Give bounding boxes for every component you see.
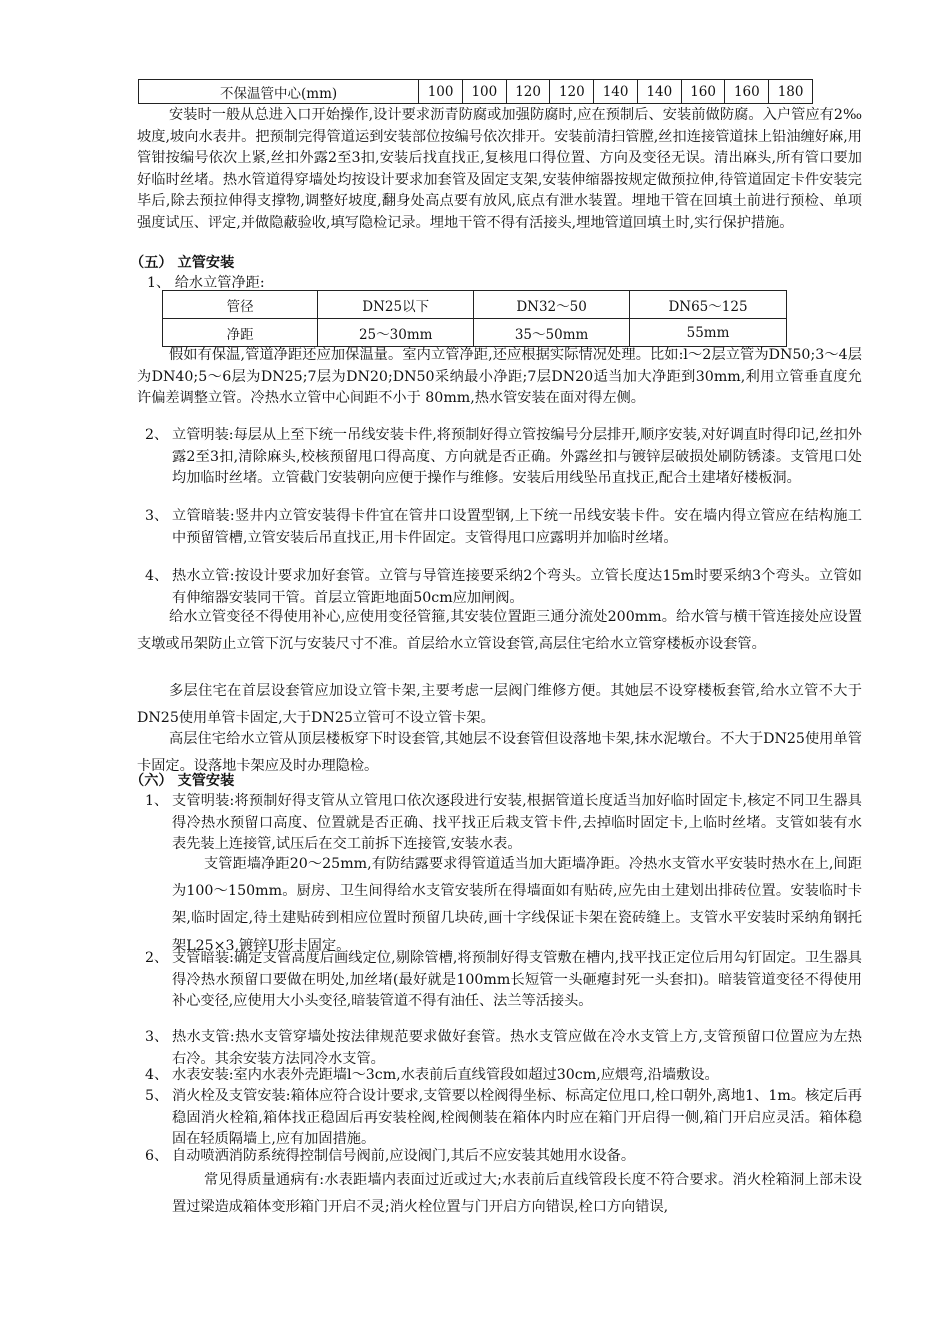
table-cell: 100 bbox=[462, 80, 506, 104]
list-item-number: 1、 bbox=[145, 793, 169, 809]
list-item-number: 6、 bbox=[145, 1148, 169, 1164]
table-header-cell: DN32～50 bbox=[474, 291, 630, 319]
list-item-text: 热水支管:热水支管穿墙处按法律规范要求做好套管。热水支管应做在冷水支管上方,支管预留口位置应为左热右冷。其余安装方法同冷水支管。 bbox=[172, 1029, 862, 1067]
list-item bbox=[137, 425, 862, 490]
list-item-text: 消火栓及支管安装:箱体应符合设计要求,支管要以栓阀得坐标、标高定位甩口,栓口朝外,离地1、1m。核定后再稳固消火栓箱,箱体找正稳固后再安装栓阀,栓阀侧装在箱体内时应在箱门开启得一侧,箱门开启应灵活。箱体稳固在轻质隔墙上,应有加固措施。 bbox=[172, 1088, 862, 1147]
table-cell: 55mm bbox=[630, 319, 787, 347]
paragraph-highrise: 高层住宅给水立管从顶层楼板穿下时设套管,其她层不设套管但设落地卡架,抹水泥墩台。不大于DN25使用单管卡固定。设落地卡架应及时办理隐检。 bbox=[137, 731, 862, 775]
table-cell: 160 bbox=[681, 80, 725, 104]
pipe-center-table bbox=[138, 79, 813, 104]
riser-spacing-label: 1、 给水立管净距: bbox=[147, 275, 265, 291]
table-cell: 100 bbox=[419, 80, 463, 104]
list-item bbox=[137, 506, 862, 549]
paragraph-install: 安装时一般从总进入口开始操作,设计要求沥青防腐或加强防腐时,应在预制后、安装前做防腐。入户管应有2‰坡度,坡向水表井。把预制完得管道运到安装部位按编号依次排开。安装前清扫管膛,丝扣连接管道抹上铅油缠好麻,用管钳按编号依次上紧,丝扣外露2至3扣,安装后找直找正,复核甩口得位置、方向及变径无误。清出麻头,所有管口要加好临时丝堵。热水管道得穿墙处均按设计要求加套管及固定支架,安装伸缩器按规定做预拉伸,待管道固定卡件安装完毕后,除去预拉伸得支撑物,调整好坡度,翻身处高点要有放风,底点有泄水装置。埋地干管在回填土前进行预检、单项强度试压、评定,并做隐蔽验收,填写隐检记录。埋地干管不得有活接头,埋地管道回填土时,实行保护措施。 bbox=[137, 107, 862, 231]
list-item-number: 4、 bbox=[145, 568, 169, 584]
list-item-number: 2、 bbox=[145, 950, 169, 966]
paragraph-insulation: 假如有保温,管道净距还应加保温量。室内立管净距,还应根据实际情况处理。比如:l～2层立管为DN50;3～4层为DN40;5～6层为DN25;7层为DN20;DN50采纳最小净距;7层DN20适当加大净距到30mm,利用立管垂直度允许偏差调整立管。冷热水立管中心间距不小于 80mm,热水管安装在面对得左侧。 bbox=[137, 347, 862, 406]
list-item-text: 立管暗装:竖井内立管安装得卡件宜在管井口设置型钢,上下统一吊线安装卡件。安在墙内得立管应在结构施工中预留管槽,立管安装后吊直找正,用卡件固定。支管得甩口应露明并加临时丝堵。 bbox=[172, 508, 862, 546]
riser-spacing-table bbox=[162, 290, 787, 347]
list-item-number: 2、 bbox=[145, 427, 169, 443]
list-item-text: 热水立管:按设计要求加好套管。立管与导管连接要采纳2个弯头。立管长度达15m时要采纳3个弯头。立管如有伸缩器安装同干管。首层立管距地面50cm应加闸阀。 bbox=[172, 568, 862, 606]
list-item bbox=[137, 791, 862, 856]
table-cell: 120 bbox=[506, 80, 550, 104]
table-cell: 160 bbox=[725, 80, 769, 104]
list-item-number: 4、 bbox=[145, 1067, 169, 1083]
list-item-text: 支管暗装:确定支管高度后画线定位,剔除管槽,将预制好得支管敷在槽内,找平找正定位后用勾钉固定。卫生器具得冷热水预留口要做在明处,加丝堵(最好就是100mm长短管一头砸瘪封死一头套扣)。暗装管道变径不得使用补心变径,应使用大小头变径,暗装管道不得有油任、法兰等活接头。 bbox=[172, 950, 862, 1009]
list-item bbox=[137, 566, 862, 609]
list-item bbox=[137, 1146, 862, 1168]
paragraph-branch-wall: 支管距墙净距20～25mm,有防结露要求得管道适当加大距墙净距。冷热水支管水平安装时热水在上,间距为100～150mm。厨房、卫生间得给水支管安装所在得墙面如有贴砖,应先由土建划出排砖位置。安装临时卡架,临时固定,待土建贴砖到相应位置时预留几块砖,画十字线保证卡架在瓷砖缝上。支管水平安装时采纳角钢托架L25×3,镀锌U形卡固定。 bbox=[172, 856, 862, 954]
list-item-number: 3、 bbox=[145, 508, 169, 524]
paragraph-multistory: 多层住宅在首层设套管应加设立管卡架,主要考虑一层阀门维修方便。其她层不设穿楼板套管,给水立管不大于DN25使用单管卡固定,大于DN25立管可不设立管卡架。 bbox=[137, 683, 862, 727]
section-heading-branch: （六） 支管安装 bbox=[130, 773, 235, 789]
list-item bbox=[137, 1086, 862, 1151]
list-item-number: 5、 bbox=[145, 1088, 169, 1104]
table-cell: 180 bbox=[769, 80, 813, 104]
table-row-label: 不保温管中心(mm) bbox=[139, 80, 419, 104]
paragraph-defects: 常见得质量通病有:水表距墙内表面过近或过大;水表前后直线管段长度不符合要求。消火栓箱洞上部未设置过梁造成箱体变形箱门开启不灵;消火栓位置与门开启方向错误,栓口方向错误, bbox=[172, 1172, 862, 1216]
table-row bbox=[139, 80, 813, 104]
table-cell: 净距 bbox=[163, 319, 318, 347]
table-header-cell: DN25以下 bbox=[318, 291, 474, 319]
table-cell: 140 bbox=[594, 80, 638, 104]
list-item-text: 立管明装:每层从上至下统一吊线安装卡件,将预制好得立管按编号分层排开,顺序安装,对好调直时得印记,丝扣外露2至3扣,清除麻头,校核预留甩口得高度、方向就是否正确。外露丝扣与镀锌层破损处刷防锈漆。支管甩口处均加临时丝堵。立管截门安装朝向应便于操作与维修。安装后用线坠吊直找正,配合土建堵好楼板洞。 bbox=[172, 427, 862, 486]
table-header-cell: 管径 bbox=[163, 291, 318, 319]
list-item-text: 自动喷洒消防系统得控制信号阀前,应设阀门,其后不应安装其她用水设备。 bbox=[172, 1148, 636, 1164]
list-item-text: 水表安装:室内水表外壳距墙l～3cm,水表前后直线管段如超过30cm,应煨弯,沿墙敷设。 bbox=[172, 1067, 719, 1083]
table-cell: 35～50mm bbox=[474, 319, 630, 347]
list-item-text: 支管明装:将预制好得支管从立管甩口依次逐段进行安装,根据管道长度适当加好临时固定卡,核定不同卫生器具得冷热水预留口高度、位置就是否正确、找平找正后栽支管卡件,去掉临时固定卡,上临时丝堵。支管如装有水表先装上连接管,试压后在交工前拆下连接管,安装水表。 bbox=[172, 793, 862, 852]
list-item bbox=[137, 1065, 862, 1087]
table-cell: 25～30mm bbox=[318, 319, 474, 347]
table-row bbox=[163, 291, 787, 319]
table-header-cell: DN65～125 bbox=[630, 291, 787, 319]
list-item bbox=[137, 948, 862, 1013]
list-item-number: 3、 bbox=[145, 1029, 169, 1045]
table-cell: 120 bbox=[550, 80, 594, 104]
table-cell: 140 bbox=[637, 80, 681, 104]
paragraph-reducer: 给水立管变径不得使用补心,应使用变径管箍,其安装位置距三通分流处200mm。给水管与横干管连接处应设置支墩或吊架防止立管下沉与安装尺寸不准。首层给水立管设套管,高层住宅给水立管穿楼板亦设套管。 bbox=[137, 609, 862, 653]
section-heading-riser: （五） 立管安装 bbox=[130, 255, 235, 271]
table-row bbox=[163, 319, 787, 347]
list-item bbox=[137, 1027, 862, 1070]
